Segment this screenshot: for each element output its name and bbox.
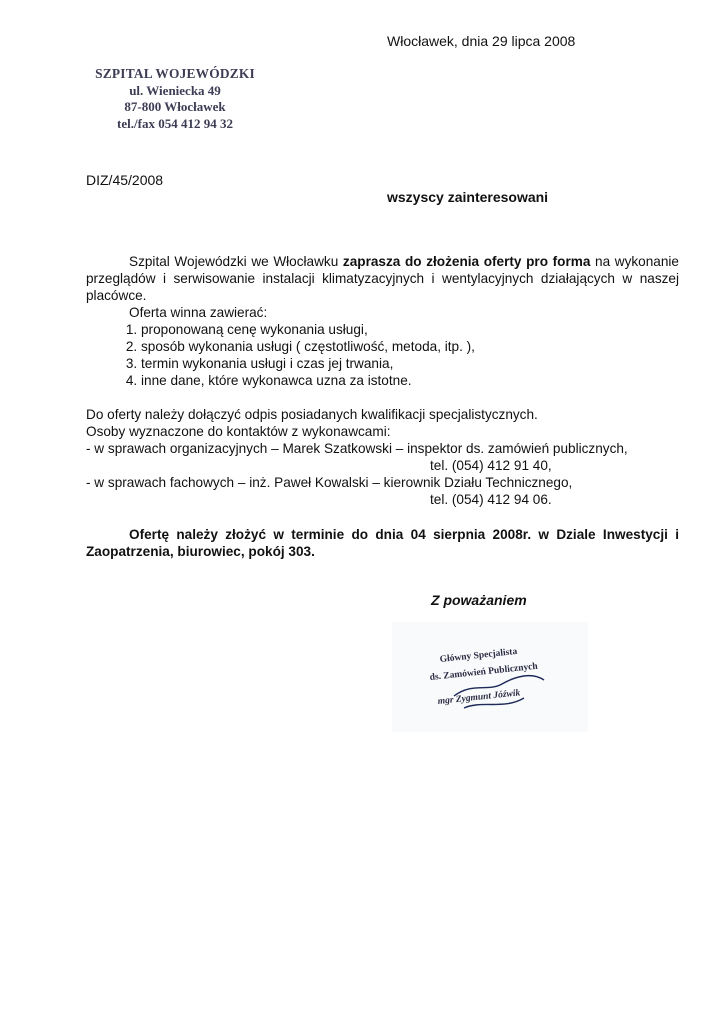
hospital-city: 87-800 Włocławek — [124, 99, 226, 114]
attachment-note: Do oferty należy dołączyć odpis posiadanych kwalifikacji specjalistycznych. — [86, 407, 538, 422]
offer-heading: Oferta winna zawierać: — [129, 305, 268, 320]
hospital-name: SZPITAL WOJEWÓDZKI — [95, 66, 255, 81]
list-item: 1. proponowaną cenę wykonania usługi, — [141, 321, 679, 338]
contact-organizational: - w sprawach organizacyjnych – Marek Szatkowski – inspektor ds. zamówień publicznych, — [86, 441, 628, 456]
stamp-signatory: mgr Zygmunt Jóźwik — [437, 688, 521, 707]
intro-text-2: na wykonanie przeglądów i serwisowanie instalacji klimatyzacyjnych i wentylacyjnych działających w naszej placówce. — [86, 254, 679, 303]
list-item: 4. inne dane, które wykonawca uzna za istotne. — [141, 372, 679, 389]
hospital-street: ul. Wieniecka 49 — [129, 82, 221, 98]
stamp-title: Główny Specjalista — [439, 646, 518, 665]
letter-body — [86, 253, 679, 560]
list-item: 3. termin wykonania usługi i czas jej trwania, — [141, 355, 679, 372]
contact-technical-phone: tel. (054) 412 94 06. — [430, 492, 552, 507]
reference-number: DIZ/45/2008 — [86, 172, 164, 188]
intro-text-1: Szpital Wojewódzki we Włocławku — [129, 254, 343, 269]
hospital-phone: tel./fax 054 412 94 32 — [117, 115, 233, 131]
deadline-paragraph: Ofertę należy złożyć w terminie do dnia 04 sierpnia 2008r. w Dziale Inwestycji i Zaopatrzenia, biurowiec, pokój 303. — [86, 527, 679, 559]
contact-technical: - w sprawach fachowych – inż. Paweł Kowalski – kierownik Działu Technicznego, — [86, 475, 573, 490]
stamp-background — [392, 622, 588, 732]
closing: Z poważaniem — [431, 592, 527, 608]
contact-organizational-phone: tel. (054) 412 91 40, — [430, 458, 552, 473]
intro-bold: zaprasza do złożenia oferty pro forma — [342, 254, 591, 269]
letterhead — [82, 66, 268, 132]
signature-stamp — [392, 622, 588, 732]
intro-paragraph — [86, 253, 679, 304]
contacts-heading: Osoby wyznaczone do kontaktów z wykonawcami: — [86, 424, 391, 439]
offer-list — [86, 321, 679, 389]
list-item: 2. sposób wykonania usługi ( częstotliwość, metoda, itp. ), — [141, 338, 679, 355]
addressee: wszyscy zainteresowani — [387, 189, 549, 205]
stamp-department: ds. Zamówień Publicznych — [429, 661, 539, 683]
place-date: Włocławek, dnia 29 lipca 2008 — [387, 33, 576, 49]
